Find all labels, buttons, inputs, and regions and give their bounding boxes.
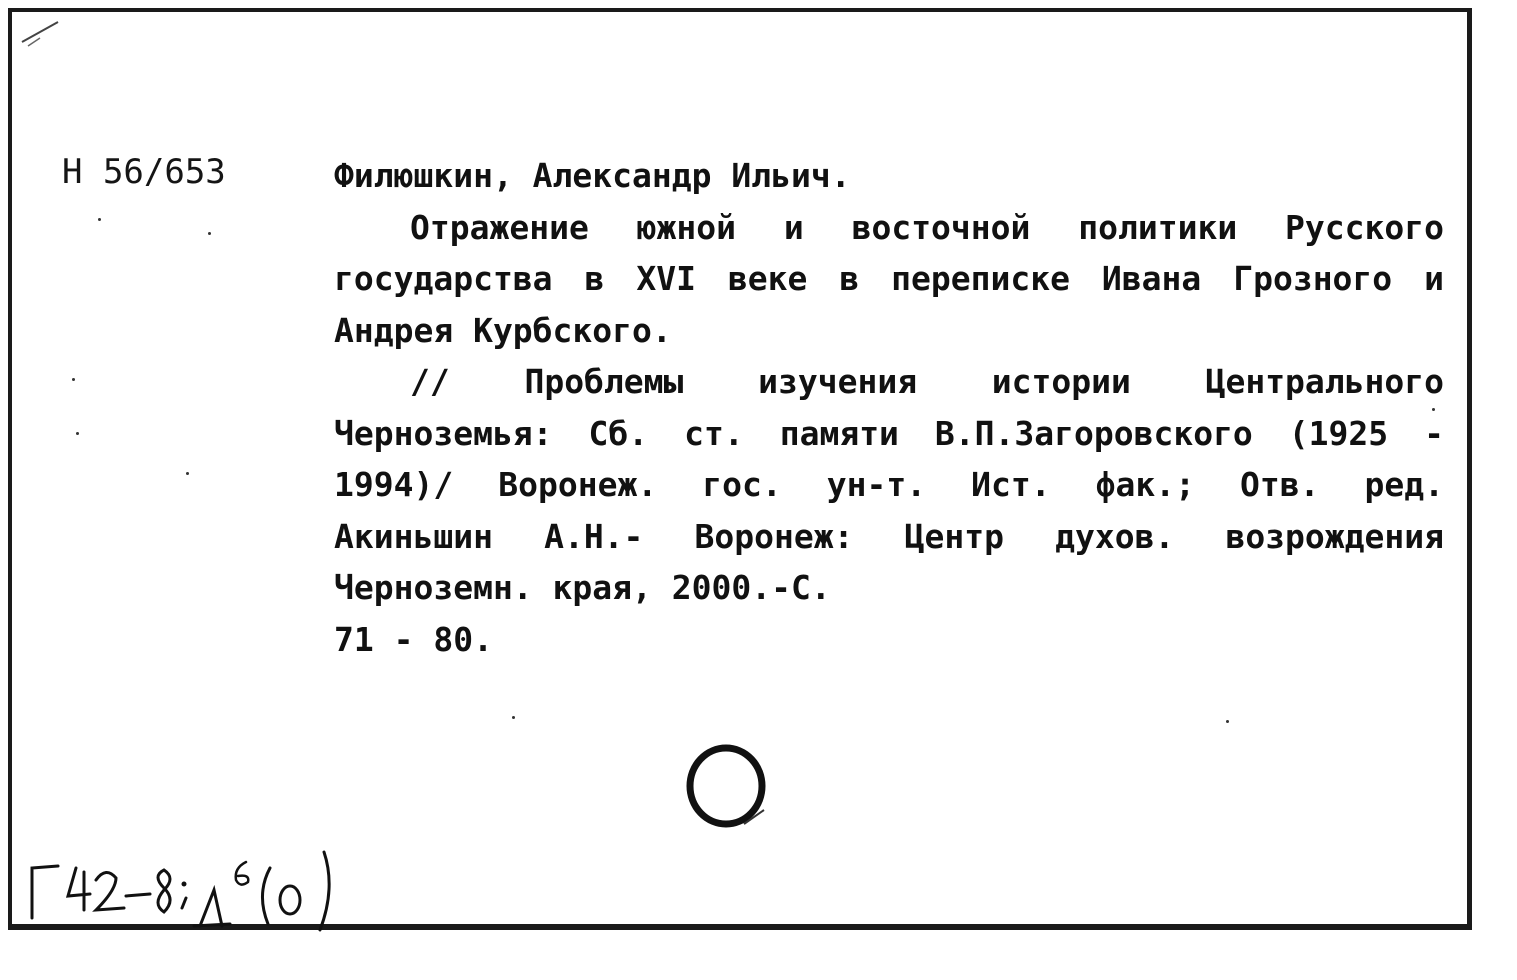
bibliographic-entry [334, 150, 1444, 665]
speck [98, 218, 101, 221]
speck [186, 472, 189, 475]
speck [208, 232, 211, 235]
speck [1226, 720, 1229, 723]
source-description: // Проблемы изучения истории Центрального Черноземья: Сб. ст. памяти В.П.Загоровского (1925 - 1994)/ Воронеж. гос. ун-т. Ист. фак.; Отв. ред. Акиньшин А.Н.- Воронеж: Центр духов. возрождения Черноземн. края, 2000.-С. [334, 362, 1444, 607]
punch-hole-icon [684, 744, 768, 834]
shelf-mark: Н 56/653 [62, 152, 226, 192]
page-range: 71 - 80. [334, 619, 493, 659]
handwritten-classification-code [24, 838, 354, 938]
speck [76, 432, 79, 435]
corner-mark [18, 16, 62, 50]
author-name: Филюшкин, Александр Ильич. [334, 156, 851, 195]
work-title: Отражение южной и восточной политики Русского государства в XVI веке в переписке Ивана Грозного и Андрея Курбского. [334, 207, 1444, 350]
speck [72, 378, 75, 381]
speck [512, 716, 515, 719]
speck [1432, 408, 1435, 411]
